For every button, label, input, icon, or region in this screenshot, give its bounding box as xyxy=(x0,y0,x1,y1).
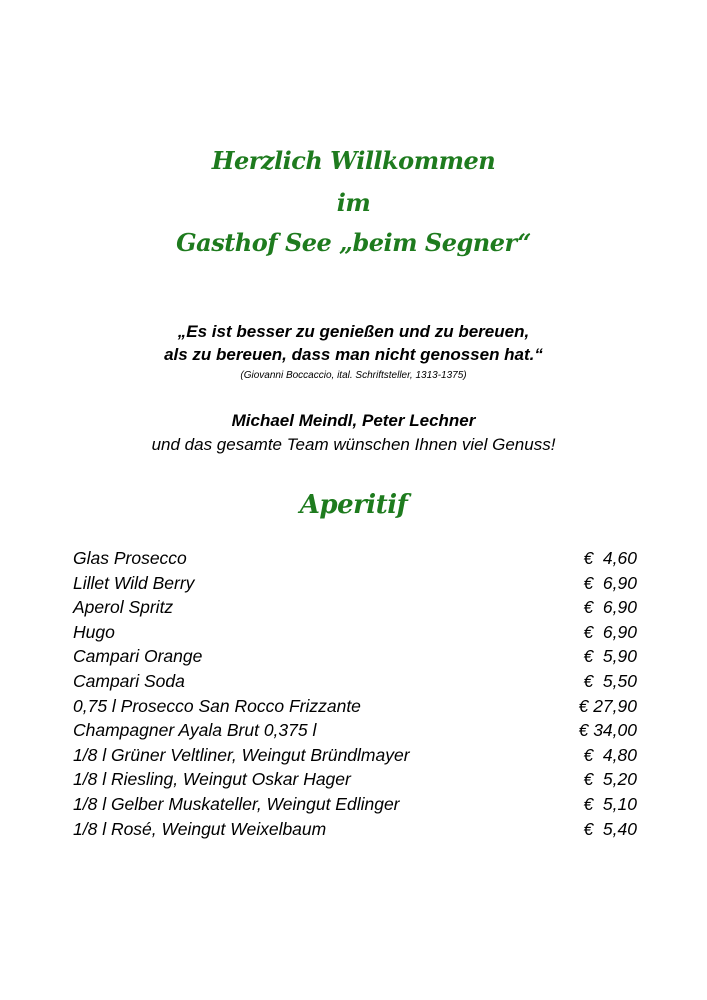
item-name: Campari Soda xyxy=(73,670,185,691)
menu-item xyxy=(0,646,707,671)
menu-item xyxy=(0,573,707,598)
item-name: 1/8 l Rosé, Weingut Weixelbaum xyxy=(73,818,327,839)
welcome-heading: Herzlich Willkommen xyxy=(211,146,496,175)
quote-line-2: als zu bereuen, dass man nicht genossen hat.“ xyxy=(164,345,543,364)
item-price: € 5,40 xyxy=(583,818,637,839)
item-name: Glas Prosecco xyxy=(73,548,187,568)
item-name: Aperol Spritz xyxy=(73,597,174,618)
item-name: Campari Orange xyxy=(73,646,203,667)
restaurant-name: Gasthof See „beim Segner“ xyxy=(176,228,531,257)
menu-item xyxy=(0,696,707,721)
menu-item xyxy=(0,819,707,844)
item-name: 0,75 l Prosecco San Rocco Frizzante xyxy=(73,695,361,716)
item-price: € 27,90 xyxy=(578,695,637,716)
quote-line-1: „Es ist besser zu genießen und zu bereuen, xyxy=(177,322,530,341)
item-price: € 5,90 xyxy=(583,646,637,667)
item-price: € 34,00 xyxy=(578,720,637,741)
host-names: Michael Meindl, Peter Lechner xyxy=(231,411,476,430)
item-name: Hugo xyxy=(73,621,115,642)
item-price: € 4,60 xyxy=(583,548,637,568)
item-name: Lillet Wild Berry xyxy=(73,572,195,593)
item-price: € 5,50 xyxy=(583,670,637,691)
quote-attribution: (Giovanni Boccaccio, ital. Schriftsteller, 1313-1375) xyxy=(240,370,467,381)
menu-item xyxy=(0,548,707,573)
menu-item xyxy=(0,597,707,622)
item-name: 1/8 l Grüner Veltliner, Weingut Bründlmayer xyxy=(73,744,410,765)
menu-item xyxy=(0,720,707,745)
section-title: Aperitif xyxy=(299,490,408,520)
item-price: € 6,90 xyxy=(583,597,637,618)
menu-item xyxy=(0,745,707,770)
item-price: € 5,10 xyxy=(583,793,637,814)
menu-list xyxy=(0,548,707,843)
item-price: € 6,90 xyxy=(583,572,637,593)
item-price: € 5,20 xyxy=(583,769,637,790)
menu-item xyxy=(0,622,707,647)
welcome-connector: im xyxy=(336,188,371,217)
team-message: und das gesamte Team wünschen Ihnen viel Genuss! xyxy=(151,435,556,454)
quote xyxy=(0,320,707,366)
menu-item xyxy=(0,671,707,696)
item-price: € 4,80 xyxy=(583,744,637,765)
menu-item xyxy=(0,794,707,819)
item-name: 1/8 l Gelber Muskateller, Weingut Edlinger xyxy=(73,793,400,814)
item-price: € 6,90 xyxy=(583,621,637,642)
item-name: Champagner Ayala Brut 0,375 l xyxy=(73,720,317,741)
menu-item xyxy=(0,769,707,794)
item-name: 1/8 l Riesling, Weingut Oskar Hager xyxy=(73,769,351,790)
